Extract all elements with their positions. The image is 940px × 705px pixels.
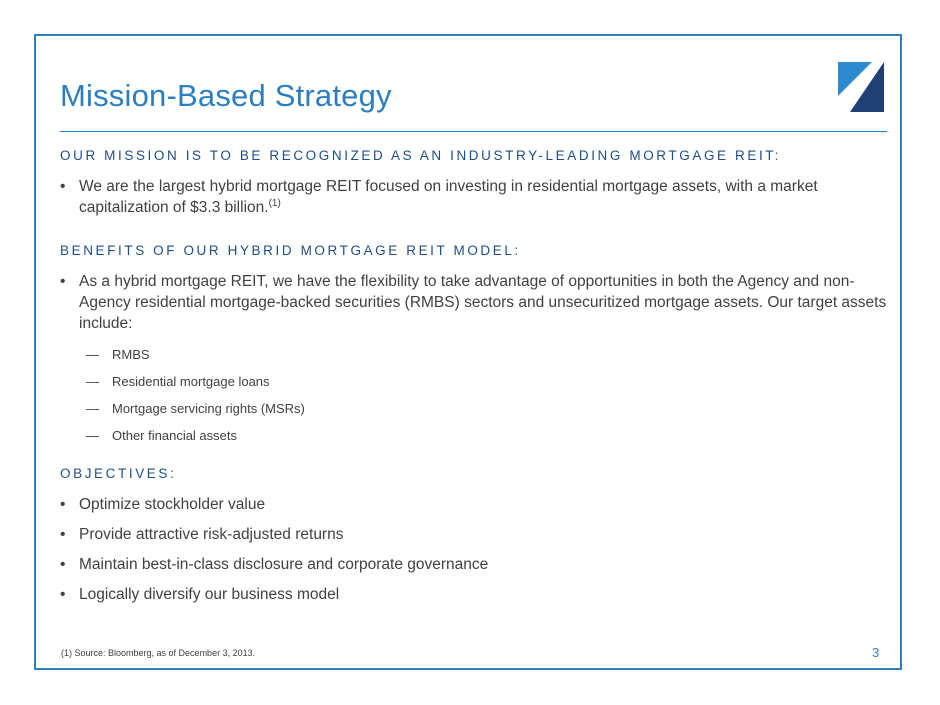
mission-bullet — [60, 176, 890, 218]
sub-item-rmbs: — RMBS — [60, 346, 890, 363]
benefits-list — [60, 271, 890, 334]
mission-heading: OUR MISSION IS TO BE RECOGNIZED AS AN INDUSTRY-LEADING MORTGAGE REIT: — [60, 148, 782, 163]
page-number: 3 — [872, 645, 880, 660]
objective-item: • Maintain best-in-class disclosure and corporate governance — [60, 554, 890, 575]
objective-item: • Optimize stockholder value — [60, 494, 890, 515]
mission-list — [60, 176, 890, 218]
footnote: (1) Source: Bloomberg, as of December 3, 2013. — [61, 648, 256, 658]
benefits-bullet: • As a hybrid mortgage REIT, we have the flexibility to take advantage of opportunities in both the Agency and non-Agency residential mortgage-backed securities (RMBS) sectors and unsecuritized mortgage assets. Our target assets include: — [60, 271, 890, 334]
sub-item-other-assets: — Other financial assets — [60, 427, 890, 444]
benefits-heading: BENEFITS OF OUR HYBRID MORTGAGE REIT MODEL: — [60, 243, 521, 258]
objective-item: • Logically diversify our business model — [60, 584, 890, 605]
objectives-heading: OBJECTIVES: — [60, 466, 177, 481]
slide-content — [60, 148, 890, 614]
objective-item: • Provide attractive risk-adjusted returns — [60, 524, 890, 545]
title-divider — [60, 131, 887, 132]
objectives-list — [60, 494, 890, 605]
target-assets-list — [60, 346, 890, 444]
footnote-ref: (1) — [268, 197, 281, 209]
page-title: Mission-Based Strategy — [60, 78, 392, 113]
sub-item-msrs: — Mortgage servicing rights (MSRs) — [60, 400, 890, 417]
company-logo — [838, 62, 886, 112]
sub-item-residential-loans: — Residential mortgage loans — [60, 373, 890, 390]
mission-bullet-text: We are the largest hybrid mortgage REIT focused on investing in residential mortgage assets, with a market capitalization of $3.3 billion. — [79, 178, 818, 216]
